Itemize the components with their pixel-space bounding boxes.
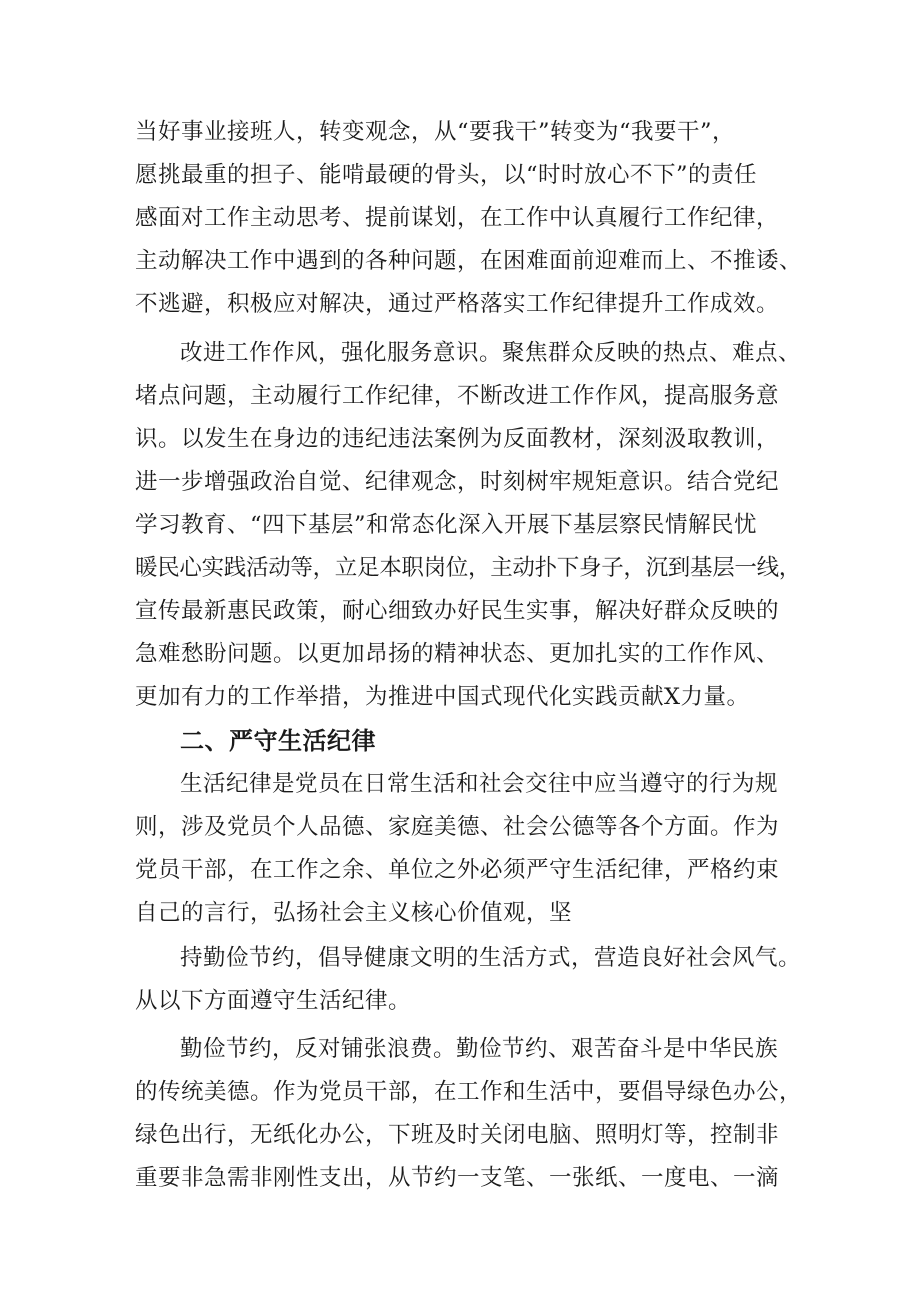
paragraph-start-line: 生活纪律是党员在日常生活和社会交往中应当遵守的行为规 xyxy=(180,771,779,797)
body-text-line: 学习教育、“四下基层”和常态化深入开展下基层察民情解民忧 xyxy=(135,512,758,538)
paragraph-start-line: 持勤俭节约，倡导健康文明的生活方式，营造良好社会风气。 xyxy=(180,945,802,971)
body-text-line: 党员干部，在工作之余、单位之外必须严守生活纪律，严格约束 xyxy=(135,857,780,883)
body-text-line: 暖民心实践活动等，立足本职岗位，主动扑下身子，沉到基层一线， xyxy=(135,555,802,581)
body-text-line: 自己的言行，弘扬社会主义核心价值观，坚 xyxy=(135,900,573,926)
body-text-line: 的传统美德。作为党员干部，在工作和生活中，要倡导绿色办公， xyxy=(135,1079,803,1105)
body-text-line: 绿色出行，无纸化办公，下班及时关闭电脑、照明灯等，控制非 xyxy=(135,1122,780,1148)
body-text-line: 从以下方面遵守生活纪律。 xyxy=(135,988,412,1014)
body-text-line: 重要非急需非刚性支出，从节约一支笔、一张纸、一度电、一滴 xyxy=(135,1165,780,1191)
paragraph-start-line: 勤俭节约，反对铺张浪费。勤俭节约、艰苦奋斗是中华民族 xyxy=(180,1036,779,1062)
body-text-line: 当好事业接班人，转变观念，从“要我干”转变为“我要干”， xyxy=(135,119,736,145)
body-text-line: 宣传最新惠民政策，耐心细致办好民生实事，解决好群众反映的 xyxy=(135,598,780,624)
body-text-line: 堵点问题，主动履行工作纪律，不断改进工作作风，提高服务意 xyxy=(135,383,780,409)
body-text-line: 则，涉及党员个人品德、家庭美德、社会公德等各个方面。作为 xyxy=(135,814,780,840)
body-text-line: 不逃避，积极应对解决，通过严格落实工作纪律提升工作成效。 xyxy=(135,291,780,317)
body-text-line: 主动解决工作中遇到的各种问题，在困难面前迎难而上、不推诿、 xyxy=(135,248,803,274)
body-text-line: 更加有力的工作举措，为推进中国式现代化实践贡献X力量。 xyxy=(135,684,750,710)
section-heading: 二、严守生活纪律 xyxy=(180,727,376,755)
body-text-line: 进一步增强政治自觉、纪律观念，时刻树牢规矩意识。结合党纪 xyxy=(135,469,780,495)
body-text-line: 感面对工作主动思考、提前谋划，在工作中认真履行工作纪律， xyxy=(135,205,780,231)
body-text-line: 急难愁盼问题。以更加昂扬的精神状态、更加扎实的工作作风、 xyxy=(135,641,780,667)
body-text-line: 识。以发生在身边的违纪违法案例为反面教材，深刻汲取教训， xyxy=(135,426,780,452)
paragraph-start-line: 改进工作作风，强化服务意识。聚焦群众反映的热点、难点、 xyxy=(180,340,802,366)
body-text-line: 愿挑最重的担子、能啃最硬的骨头，以“时时放心不下”的责任 xyxy=(135,162,758,188)
